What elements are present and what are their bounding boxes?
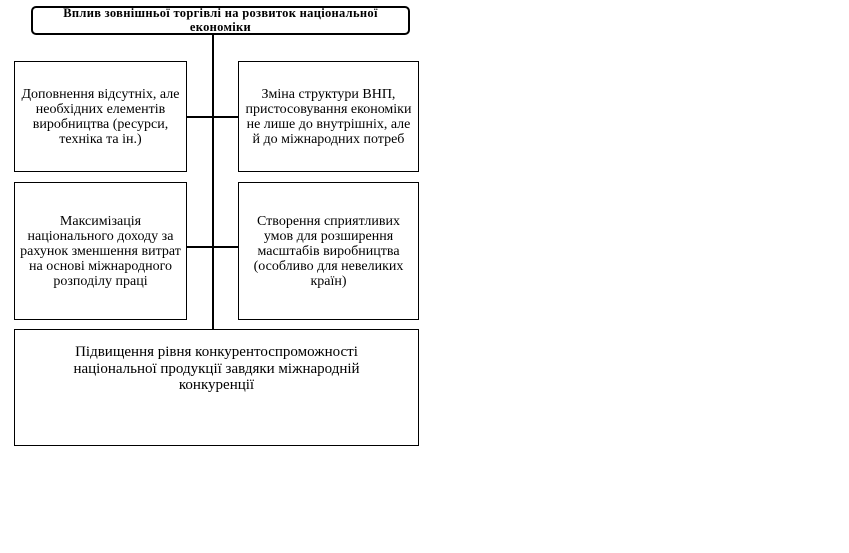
box-gnp-structure [238, 61, 419, 172]
box-competitiveness-text: Підвищення рівня конкурентоспроможності національної продукції завдяки міжнародній конкуренції [73, 344, 360, 393]
box-gnp-structure-text: Зміна структури ВНП, пристосовування економіки не лише до внутрішніх, але й до міжнародних потреб [245, 86, 412, 147]
box-favorable-conditions-text: Створення сприятливих умов для розширення масштабів виробництва (особливо для невеликих країн) [253, 213, 404, 289]
box-missing-elements-text: Доповнення відсутніх, але необхідних елементів виробництва (ресурси, техніка та ін.) [21, 86, 180, 147]
box-competitiveness [14, 329, 419, 446]
connector-vertical-trunk [212, 35, 214, 329]
flowchart-title-box [31, 6, 410, 35]
flowchart-title-text: Вплив зовнішньої торгівлі на розвиток національної економіки [63, 6, 378, 34]
connector-row2-horizontal [187, 246, 238, 248]
box-income-maximization-text: Максимізація національного доходу за рахунок зменшення витрат на основі міжнародного розподілу праці [20, 213, 181, 289]
box-favorable-conditions [238, 182, 419, 320]
connector-row1-horizontal [187, 116, 238, 118]
box-income-maximization [14, 182, 187, 320]
box-missing-elements [14, 61, 187, 172]
